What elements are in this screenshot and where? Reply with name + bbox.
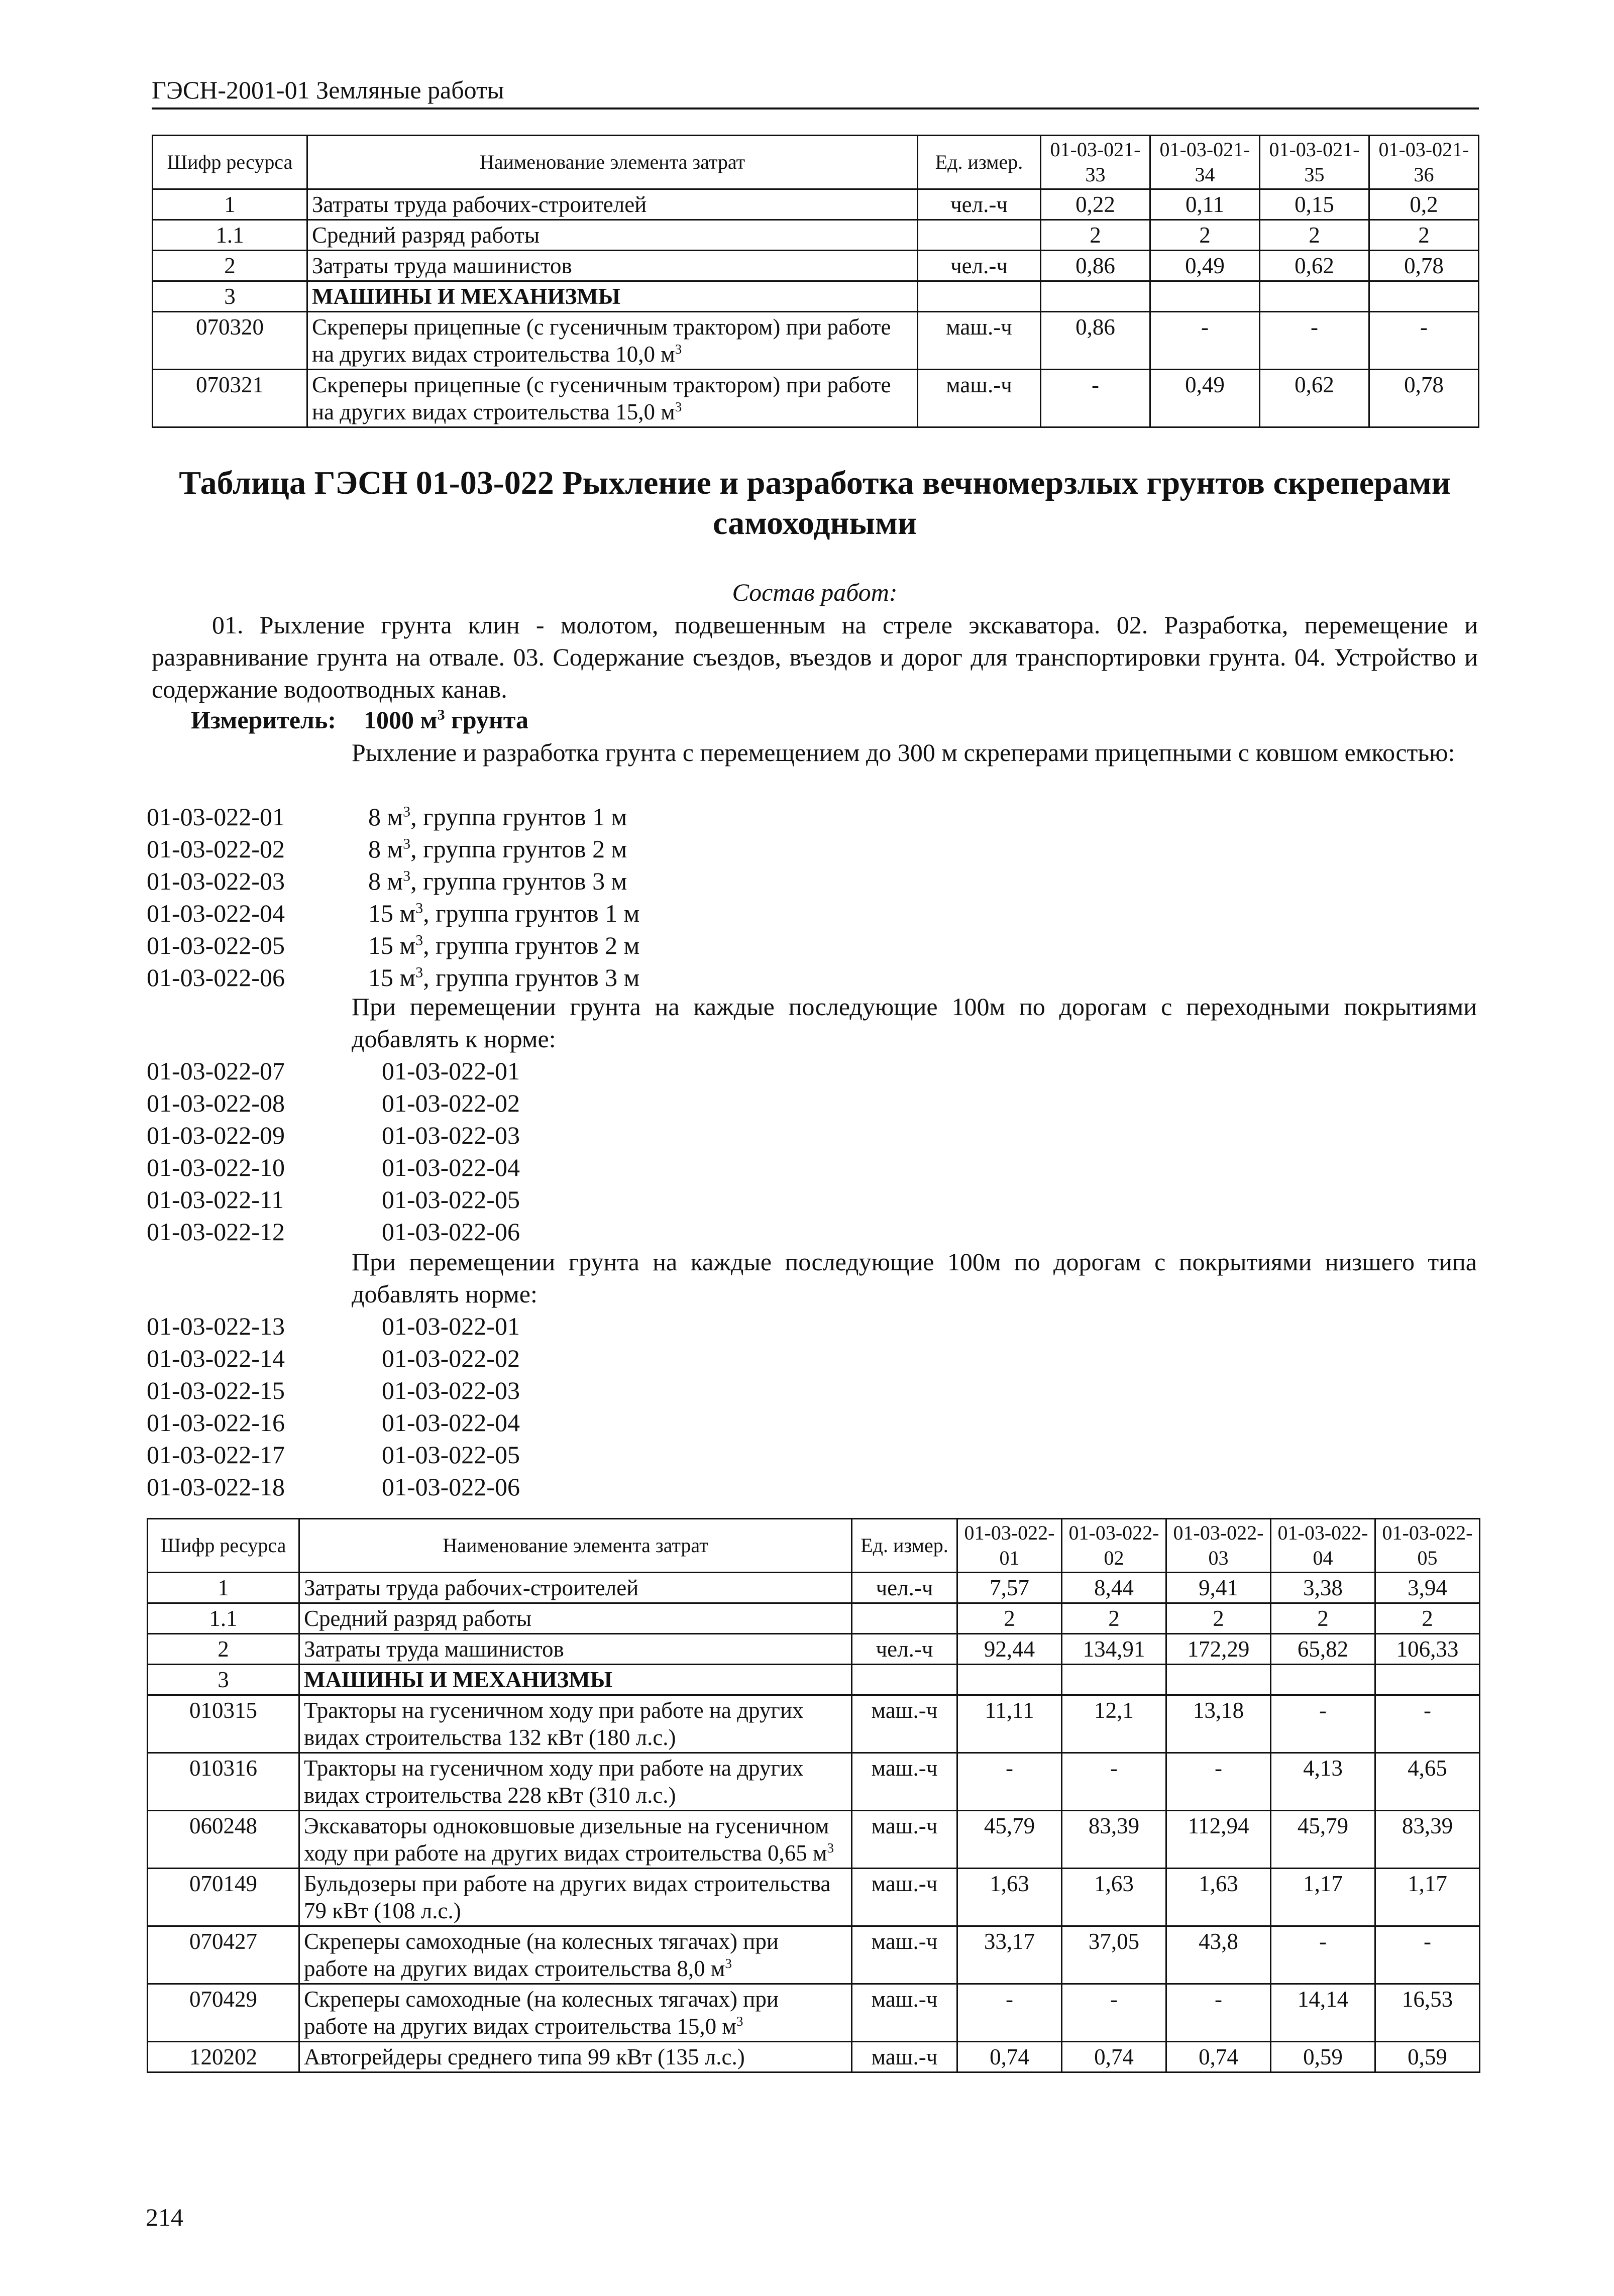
row-code: 3 xyxy=(153,281,307,312)
row-value: 0,62 xyxy=(1260,370,1369,427)
col-header-code: Шифр ресурса xyxy=(153,136,307,189)
row-value: 0,74 xyxy=(957,2042,1062,2072)
row-name-text: Бульдозеры при работе на других видах строительства 79 кВт (108 л.с.) xyxy=(304,1871,831,1923)
row-code: 1.1 xyxy=(148,1603,299,1634)
row-value: 2 xyxy=(1369,220,1479,251)
col-header-norm: 01-03-022-02 xyxy=(1062,1519,1166,1573)
table-row xyxy=(148,1926,1480,1984)
norm-description xyxy=(382,1342,520,1374)
row-name xyxy=(299,1665,852,1695)
row-name xyxy=(299,2042,852,2072)
row-unit xyxy=(852,1603,957,1634)
norm-description xyxy=(382,1119,520,1151)
measure-value: 1000 м xyxy=(364,706,438,734)
row-value: 9,41 xyxy=(1166,1573,1271,1603)
row-value: 172,29 xyxy=(1166,1634,1271,1665)
row-unit: чел.-ч xyxy=(852,1634,957,1665)
norm-description xyxy=(382,1471,520,1503)
row-value: 0,59 xyxy=(1271,2042,1375,2072)
row-value xyxy=(1369,281,1479,312)
col-header-code: Шифр ресурса xyxy=(148,1519,299,1573)
norm-reference: 01-03-022-04 xyxy=(382,1408,520,1437)
row-name-text: Автогрейдеры среднего типа 99 кВт (135 л.с.) xyxy=(304,2044,745,2069)
row-name-text: Скреперы самоходные (на колесных тягачах) при работе на других видах строительства 15,0 м xyxy=(304,1987,779,2039)
group-description: При перемещении грунта на каждые последующие 100м по дорогам с покрытиями низшего типа добавлять норме: xyxy=(352,1248,1477,1308)
row-value: 1,63 xyxy=(1062,1869,1166,1926)
row-name-text: Средний разряд работы xyxy=(304,1606,532,1631)
row-value: - xyxy=(1041,370,1150,427)
measure-tail: грунта xyxy=(445,706,528,734)
norm-description xyxy=(368,865,627,897)
row-unit xyxy=(918,220,1041,251)
norm-description xyxy=(382,1374,520,1406)
unit-superscript: 3 xyxy=(415,900,423,917)
row-name-text: Тракторы на гусеничном ходу при работе на других видах строительства 228 кВт (310 л.с.) xyxy=(304,1756,804,1808)
row-unit xyxy=(918,281,1041,312)
row-name xyxy=(299,1869,852,1926)
norm-code: 01-03-022-12 xyxy=(147,1218,285,1246)
norm-soil-group: , группа грунтов 2 м xyxy=(410,835,627,863)
row-value: 83,39 xyxy=(1062,1811,1166,1869)
table-row xyxy=(148,2042,1480,2072)
row-value: 1,63 xyxy=(957,1869,1062,1926)
norm-description xyxy=(382,1055,520,1087)
row-name-text: Экскаваторы одноковшовые дизельные на гусеничном ходу при работе на других видах строительства 0,65 м xyxy=(304,1813,829,1866)
row-name-text: МАШИНЫ И МЕХАНИЗМЫ xyxy=(304,1667,612,1692)
norm-reference: 01-03-022-06 xyxy=(382,1473,520,1501)
row-code: 060248 xyxy=(148,1811,299,1869)
norm-capacity: 8 м xyxy=(368,803,403,831)
row-code: 120202 xyxy=(148,2042,299,2072)
row-value: - xyxy=(1369,312,1479,370)
row-name xyxy=(299,1926,852,1984)
row-value: 0,11 xyxy=(1150,189,1260,220)
row-value: 2 xyxy=(1375,1603,1480,1634)
work-composition-text: 01. Рыхление грунта клин - молотом, подвешенным на стреле экскаватора. 02. Разработка, перемещение и разравнивание грунта на отвале. 03. Содержание съездов, въездов и дорог для транспортировки грунта. 04. Устройство и содержание водоотводных канав. xyxy=(152,611,1478,703)
row-code: 3 xyxy=(148,1665,299,1695)
row-name xyxy=(307,281,918,312)
table-title-line: Таблица ГЭСН 01-03-022 Рыхление и разработка вечномерзлых грунтов скреперами xyxy=(179,465,1451,501)
row-name xyxy=(299,1695,852,1753)
norm-description xyxy=(368,929,639,961)
row-name-text: Затраты труда машинистов xyxy=(304,1636,564,1662)
row-value: 0,15 xyxy=(1260,189,1369,220)
table-header-row xyxy=(148,1519,1480,1573)
row-value: - xyxy=(1271,1695,1375,1753)
row-name-text: МАШИНЫ И МЕХАНИЗМЫ xyxy=(312,284,620,309)
row-value: 13,18 xyxy=(1166,1695,1271,1753)
row-unit: чел.-ч xyxy=(852,1573,957,1603)
row-value: - xyxy=(957,1753,1062,1811)
row-value: 0,86 xyxy=(1041,251,1150,281)
table-row xyxy=(148,1811,1480,1869)
row-value: 0,59 xyxy=(1375,2042,1480,2072)
norm-soil-group: , группа грунтов 1 м xyxy=(410,803,627,831)
row-value: 2 xyxy=(957,1603,1062,1634)
row-name xyxy=(299,1634,852,1665)
norm-reference: 01-03-022-01 xyxy=(382,1057,520,1085)
norm-description xyxy=(382,1310,520,1342)
row-value: 16,53 xyxy=(1375,1984,1480,2042)
row-value: - xyxy=(1166,1984,1271,2042)
table-header-row xyxy=(153,136,1479,189)
table-body xyxy=(153,189,1479,427)
row-name xyxy=(307,312,918,370)
row-value: 0,78 xyxy=(1369,251,1479,281)
measure-sup: 3 xyxy=(437,706,445,723)
norm-reference: 01-03-022-02 xyxy=(382,1089,520,1117)
row-code: 010316 xyxy=(148,1753,299,1811)
row-value: 0,2 xyxy=(1369,189,1479,220)
row-name xyxy=(299,1811,852,1869)
row-value: 2 xyxy=(1260,220,1369,251)
row-value: 106,33 xyxy=(1375,1634,1480,1665)
norm-description xyxy=(382,1216,520,1248)
norm-description xyxy=(382,1151,520,1183)
row-name-text: Затраты труда машинистов xyxy=(312,253,572,278)
col-header-name: Наименование элемента затрат xyxy=(299,1519,852,1573)
norm-reference: 01-03-022-03 xyxy=(382,1121,520,1149)
table-row xyxy=(153,312,1479,370)
unit-superscript: 3 xyxy=(403,803,411,820)
table-body xyxy=(148,1573,1480,2072)
row-name xyxy=(307,370,918,427)
row-value: - xyxy=(1150,312,1260,370)
norm-capacity: 15 м xyxy=(368,899,416,927)
norm-description xyxy=(382,1087,520,1119)
norm-reference: 01-03-022-02 xyxy=(382,1344,520,1372)
col-header-norm: 01-03-022-01 xyxy=(957,1519,1062,1573)
table-row xyxy=(148,1753,1480,1811)
col-header-norm: 01-03-021-33 xyxy=(1041,136,1150,189)
norm-capacity: 15 м xyxy=(368,963,416,992)
norm-capacity: 8 м xyxy=(368,867,403,895)
norm-code: 01-03-022-13 xyxy=(147,1312,285,1340)
row-name-text: Затраты труда рабочих-строителей xyxy=(312,192,647,217)
norm-code: 01-03-022-02 xyxy=(147,835,285,863)
norm-code: 01-03-022-14 xyxy=(147,1344,285,1372)
row-value: - xyxy=(1260,312,1369,370)
col-header-unit: Ед. измер. xyxy=(852,1519,957,1573)
norm-code: 01-03-022-10 xyxy=(147,1153,285,1181)
row-code: 1.1 xyxy=(153,220,307,251)
row-value: 3,38 xyxy=(1271,1573,1375,1603)
row-value xyxy=(1062,1665,1166,1695)
norm-description xyxy=(368,897,639,929)
norm-code: 01-03-022-01 xyxy=(147,803,285,831)
row-value xyxy=(1375,1665,1480,1695)
row-value: 3,94 xyxy=(1375,1573,1480,1603)
norm-code: 01-03-022-04 xyxy=(147,899,285,927)
norm-soil-group: , группа грунтов 1 м xyxy=(423,899,640,927)
norm-description xyxy=(382,1439,520,1471)
unit-superscript: 3 xyxy=(827,1840,834,1855)
row-code: 070320 xyxy=(153,312,307,370)
row-name xyxy=(299,1753,852,1811)
row-value: 83,39 xyxy=(1375,1811,1480,1869)
row-value: 2 xyxy=(1166,1603,1271,1634)
table-row xyxy=(153,220,1479,251)
row-value: 4,13 xyxy=(1271,1753,1375,1811)
row-value xyxy=(957,1665,1062,1695)
row-value: 134,91 xyxy=(1062,1634,1166,1665)
table-row xyxy=(153,251,1479,281)
row-code: 2 xyxy=(148,1634,299,1665)
norm-code: 01-03-022-06 xyxy=(147,963,285,992)
group-description: При перемещении грунта на каждые последующие 100м по дорогам с переходными покрытиями добавлять к норме: xyxy=(352,993,1477,1053)
col-header-norm: 01-03-021-35 xyxy=(1260,136,1369,189)
row-value: 2 xyxy=(1271,1603,1375,1634)
row-name-text: Скреперы прицепные (с гусеничным трактором) при работе на других видах строительства 15,0 м xyxy=(312,372,891,424)
unit-superscript: 3 xyxy=(403,867,411,885)
table-title xyxy=(152,463,1478,543)
table-row xyxy=(148,1573,1480,1603)
row-value: 4,65 xyxy=(1375,1753,1480,1811)
row-value: - xyxy=(957,1984,1062,2042)
table-row xyxy=(148,1695,1480,1753)
norm-code: 01-03-022-16 xyxy=(147,1408,285,1437)
measure-line xyxy=(191,705,528,734)
row-name xyxy=(299,1984,852,2042)
row-unit: маш.-ч xyxy=(918,370,1041,427)
row-unit: чел.-ч xyxy=(918,251,1041,281)
norm-code: 01-03-022-17 xyxy=(147,1441,285,1469)
row-unit: маш.-ч xyxy=(852,1926,957,1984)
norm-reference: 01-03-022-04 xyxy=(382,1153,520,1181)
row-name xyxy=(307,189,918,220)
table-row xyxy=(148,1665,1480,1695)
group-description: Рыхление и разработка грунта с перемещением до 300 м скреперами прицепными с ковшом емкостью: xyxy=(352,738,1455,767)
unit-superscript: 3 xyxy=(675,342,682,357)
row-value: - xyxy=(1271,1926,1375,1984)
norm-code: 01-03-022-11 xyxy=(147,1185,284,1214)
resource-table-022 xyxy=(147,1518,1480,2073)
row-name-text: Скреперы самоходные (на колесных тягачах) при работе на других видах строительства 8,0 м xyxy=(304,1929,779,1981)
row-value: 0,86 xyxy=(1041,312,1150,370)
table-row xyxy=(148,1634,1480,1665)
col-header-name: Наименование элемента затрат xyxy=(307,136,918,189)
row-name xyxy=(299,1573,852,1603)
row-name-text: Тракторы на гусеничном ходу при работе на других видах строительства 132 кВт (180 л.с.) xyxy=(304,1698,804,1750)
row-value xyxy=(1041,281,1150,312)
row-unit: маш.-ч xyxy=(852,2042,957,2072)
row-value: 0,49 xyxy=(1150,370,1260,427)
row-value: 45,79 xyxy=(1271,1811,1375,1869)
table-row xyxy=(148,1603,1480,1634)
row-code: 2 xyxy=(153,251,307,281)
table-title-line: самоходными xyxy=(712,505,917,541)
resource-table-021 xyxy=(152,135,1479,428)
measure-label: Измеритель: xyxy=(191,706,337,734)
row-value: 11,11 xyxy=(957,1695,1062,1753)
norm-reference: 01-03-022-03 xyxy=(382,1376,520,1404)
row-name xyxy=(307,220,918,251)
table-row xyxy=(148,1869,1480,1926)
col-header-norm: 01-03-022-03 xyxy=(1166,1519,1271,1573)
row-value: 1,17 xyxy=(1375,1869,1480,1926)
norm-soil-group: , группа грунтов 3 м xyxy=(410,867,627,895)
row-value: 2 xyxy=(1041,220,1150,251)
row-value xyxy=(1271,1665,1375,1695)
row-code: 070149 xyxy=(148,1869,299,1926)
row-code: 1 xyxy=(153,189,307,220)
page-number: 214 xyxy=(146,2203,183,2231)
row-value: 2 xyxy=(1062,1603,1166,1634)
unit-superscript: 3 xyxy=(675,399,682,414)
col-header-unit: Ед. измер. xyxy=(918,136,1041,189)
row-value: 1,17 xyxy=(1271,1869,1375,1926)
unit-superscript: 3 xyxy=(415,964,423,981)
norm-description xyxy=(382,1183,520,1216)
unit-superscript: 3 xyxy=(415,932,423,949)
table-row xyxy=(153,281,1479,312)
row-code: 1 xyxy=(148,1573,299,1603)
norm-code: 01-03-022-09 xyxy=(147,1121,285,1149)
norm-code: 01-03-022-08 xyxy=(147,1089,285,1117)
table-row xyxy=(153,370,1479,427)
norm-code: 01-03-022-15 xyxy=(147,1376,285,1404)
unit-superscript: 3 xyxy=(725,1956,732,1971)
norm-reference: 01-03-022-01 xyxy=(382,1312,520,1340)
unit-superscript: 3 xyxy=(736,2014,743,2029)
row-value: 0,78 xyxy=(1369,370,1479,427)
row-value xyxy=(1150,281,1260,312)
row-value: 0,62 xyxy=(1260,251,1369,281)
row-value: 0,74 xyxy=(1166,2042,1271,2072)
row-unit: маш.-ч xyxy=(852,1984,957,2042)
work-composition-heading: Состав работ: xyxy=(732,578,898,606)
row-code: 070429 xyxy=(148,1984,299,2042)
row-unit: маш.-ч xyxy=(852,1811,957,1869)
row-unit: маш.-ч xyxy=(852,1869,957,1926)
table-row xyxy=(153,189,1479,220)
norm-reference: 01-03-022-05 xyxy=(382,1185,520,1214)
row-name-text: Затраты труда рабочих-строителей xyxy=(304,1575,639,1600)
norm-code: 01-03-022-03 xyxy=(147,867,285,895)
norm-description xyxy=(382,1406,520,1439)
row-code: 070427 xyxy=(148,1926,299,1984)
norm-description xyxy=(368,961,639,994)
row-unit: маш.-ч xyxy=(918,312,1041,370)
row-value xyxy=(1166,1665,1271,1695)
row-name-text: Скреперы прицепные (с гусеничным трактором) при работе на других видах строительства 10,0 м xyxy=(312,314,891,367)
row-value: 0,49 xyxy=(1150,251,1260,281)
row-value: 0,22 xyxy=(1041,189,1150,220)
row-unit: маш.-ч xyxy=(852,1753,957,1811)
norm-reference: 01-03-022-06 xyxy=(382,1218,520,1246)
row-value: 37,05 xyxy=(1062,1926,1166,1984)
row-value: - xyxy=(1166,1753,1271,1811)
norm-soil-group: , группа грунтов 2 м xyxy=(423,931,640,959)
row-unit: маш.-ч xyxy=(852,1695,957,1753)
row-value: 45,79 xyxy=(957,1811,1062,1869)
norm-code: 01-03-022-05 xyxy=(147,931,285,959)
row-value: 33,17 xyxy=(957,1926,1062,1984)
row-value: 112,94 xyxy=(1166,1811,1271,1869)
table-row xyxy=(148,1984,1480,2042)
col-header-norm: 01-03-022-04 xyxy=(1271,1519,1375,1573)
norm-code: 01-03-022-18 xyxy=(147,1473,285,1501)
running-head: ГЭСН-2001-01 Земляные работы xyxy=(152,75,1479,110)
norm-soil-group: , группа грунтов 3 м xyxy=(423,963,640,992)
norm-capacity: 15 м xyxy=(368,931,416,959)
unit-superscript: 3 xyxy=(403,835,411,852)
norm-reference: 01-03-022-05 xyxy=(382,1441,520,1469)
row-unit: чел.-ч xyxy=(918,189,1041,220)
norm-description xyxy=(368,833,627,865)
row-value: - xyxy=(1062,1984,1166,2042)
norm-capacity: 8 м xyxy=(368,835,403,863)
row-value: 0,74 xyxy=(1062,2042,1166,2072)
row-name xyxy=(299,1603,852,1634)
norm-code: 01-03-022-07 xyxy=(147,1057,285,1085)
row-value: 43,8 xyxy=(1166,1926,1271,1984)
norm-description xyxy=(368,801,627,833)
row-value: 1,63 xyxy=(1166,1869,1271,1926)
row-unit xyxy=(852,1665,957,1695)
row-name xyxy=(307,251,918,281)
row-value: - xyxy=(1375,1695,1480,1753)
row-code: 070321 xyxy=(153,370,307,427)
row-value: 92,44 xyxy=(957,1634,1062,1665)
row-value: - xyxy=(1062,1753,1166,1811)
row-value: 8,44 xyxy=(1062,1573,1166,1603)
row-value: 2 xyxy=(1150,220,1260,251)
row-value: - xyxy=(1375,1926,1480,1984)
row-value: 65,82 xyxy=(1271,1634,1375,1665)
row-value xyxy=(1260,281,1369,312)
col-header-norm: 01-03-021-36 xyxy=(1369,136,1479,189)
col-header-norm: 01-03-021-34 xyxy=(1150,136,1260,189)
row-value: 12,1 xyxy=(1062,1695,1166,1753)
row-code: 010315 xyxy=(148,1695,299,1753)
row-value: 14,14 xyxy=(1271,1984,1375,2042)
row-value: 7,57 xyxy=(957,1573,1062,1603)
row-name-text: Средний разряд работы xyxy=(312,223,540,248)
col-header-norm: 01-03-022-05 xyxy=(1375,1519,1480,1573)
